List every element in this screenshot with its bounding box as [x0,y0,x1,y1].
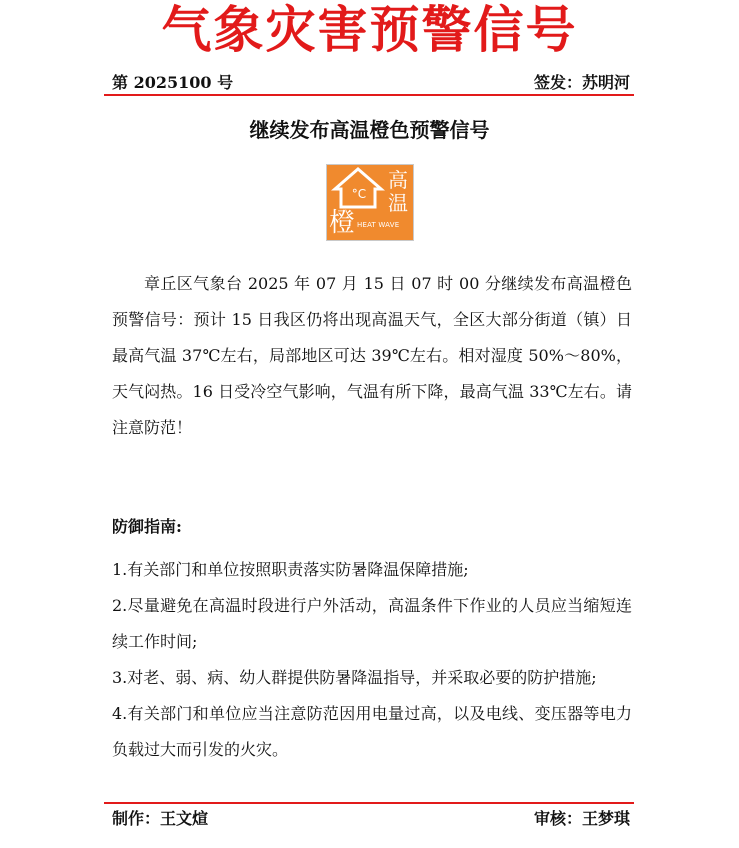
guide-title: 防御指南: [112,517,182,536]
guide-item: 3.对老、弱、病、幼人群提供防暑降温指导，并采取必要的防护措施; [112,668,597,687]
maker: 制作：王文煊 [112,809,209,828]
level-character: 橙 [329,208,356,238]
footer-divider [104,802,634,804]
signer: 签发：苏明河 [533,73,630,92]
reviewer: 审核：王梦琪 [533,809,630,828]
heat-wave-label: HEAT WAVE [357,221,400,229]
bulletin-meta-row [112,72,630,94]
bulletin-paragraph: 章丘区气象台 2025 年 07 月 15 日 07 时 00 分继续发布高温橙色预警信号：预计 15 日我区仍将出现高温天气，全区大部分街道（镇）日最高气温 37℃左右，局部地区可达 39℃左右。相对湿度 50%～80%，天气闷热。16 日受冷空气影响，气温有所下降，最高气温 33℃左右。请注意防范！ [112,274,632,437]
heat-label: 高温 [388,168,408,215]
header-divider [104,94,634,96]
document-title: 继续发布高温橙色预警信号 [249,118,490,142]
guide-item: 1.有关部门和单位按照职责落实防暑降温保障措施; [112,560,469,579]
bulletin-footer [112,808,630,830]
issue-number: 第 2025100 号 [112,73,234,92]
bulletin-header-title: 气象灾害预警信号 [161,1,578,59]
guide-item: 4.有关部门和单位应当注意防范因用电量过高，以及电线、变压器等电力负载过大而引发的火灾。 [112,704,632,759]
high-temperature-orange-icon [326,164,414,241]
degree-symbol: °C [351,187,367,201]
guide-item: 2.尽量避免在高温时段进行户外活动，高温条件下作业的人员应当缩短连续工作时间; [112,596,632,651]
